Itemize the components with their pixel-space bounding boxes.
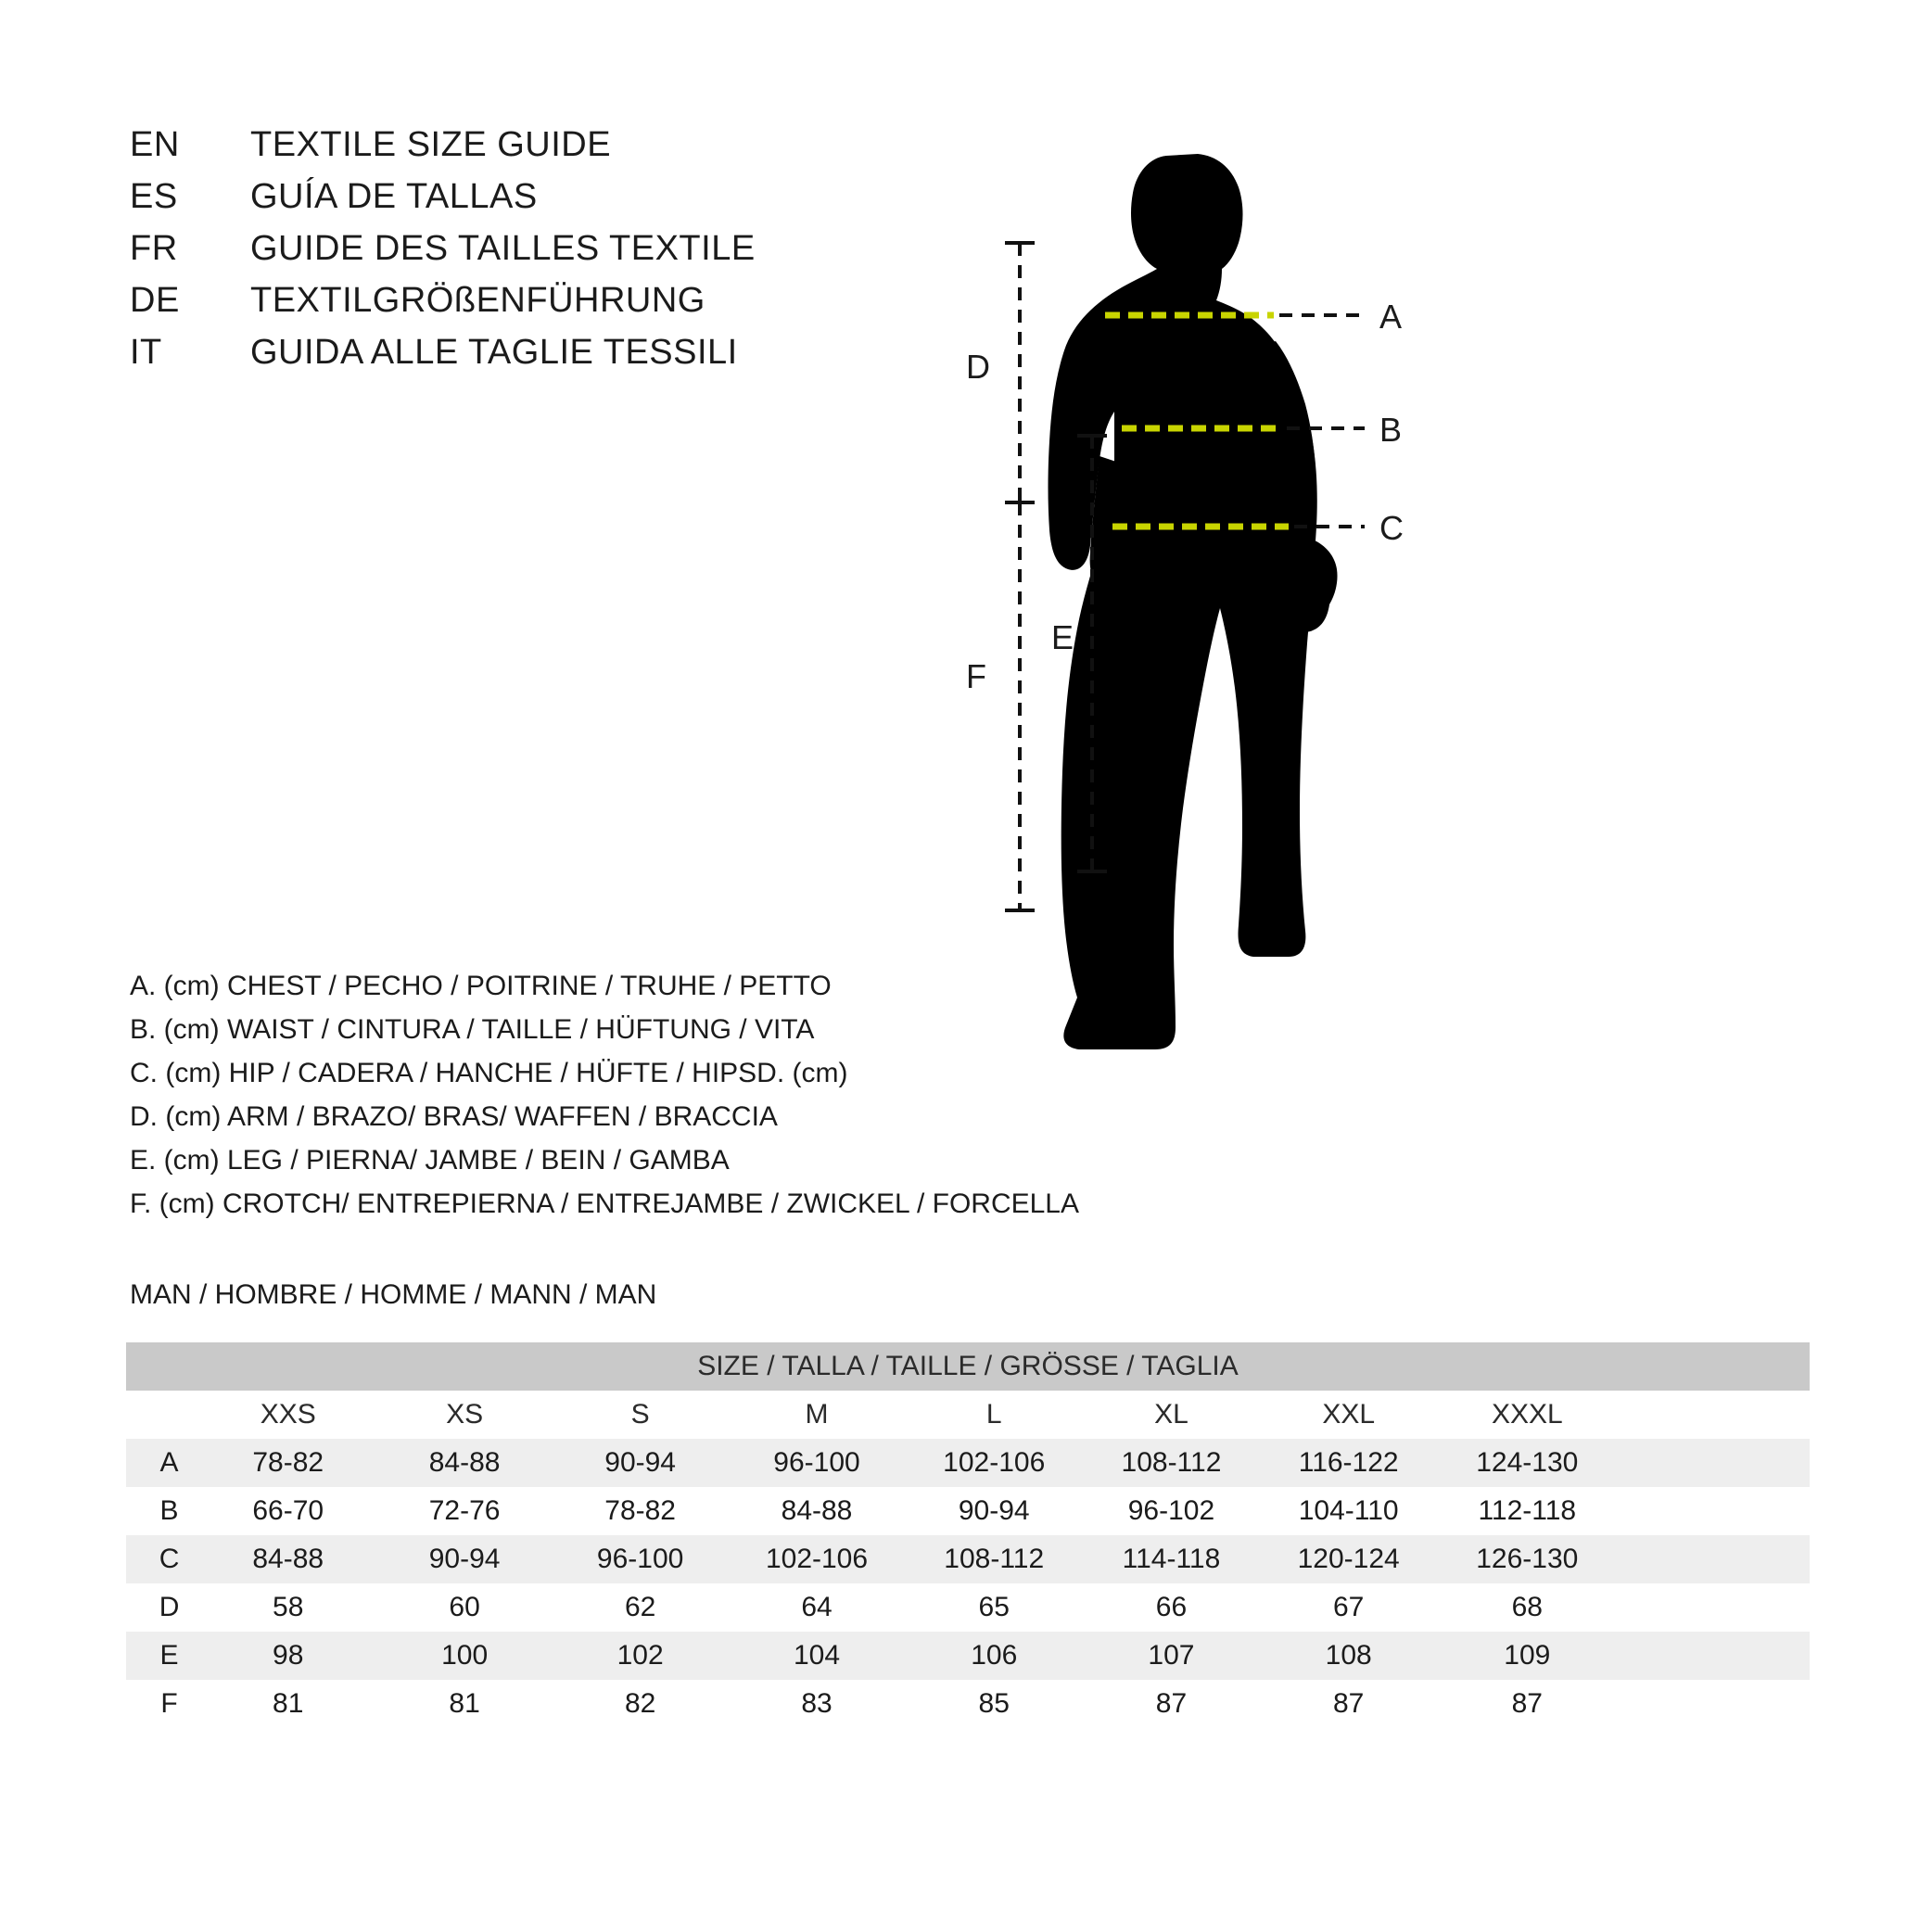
cell-d-m: 64: [801, 1592, 833, 1622]
row-label-d: D: [159, 1592, 180, 1622]
row-label-c: C: [159, 1544, 180, 1574]
title-text-fr: GUIDE DES TAILLES TEXTILE: [250, 229, 756, 268]
cell-c-m: 102-106: [765, 1544, 869, 1574]
cell-e-xl: 107: [1148, 1640, 1195, 1671]
title-text-es: GUÍA DE TALLAS: [250, 177, 538, 216]
cell-b-xxxl: 112-118: [1478, 1495, 1577, 1526]
table-header-xxl: XXL: [1322, 1399, 1376, 1430]
cell-e-m: 104: [793, 1640, 841, 1671]
cell-e-xxs: 98: [273, 1640, 304, 1671]
cell-b-xs: 72-76: [428, 1495, 501, 1526]
legend-item-a: A. (cm) CHEST / PECHO / POITRINE / TRUHE / PETTO: [130, 971, 832, 1001]
legend-block: [130, 964, 1168, 1226]
cell-b-xxl: 104-110: [1298, 1495, 1399, 1526]
title-lang-es: ES: [130, 177, 178, 216]
cell-f-l: 85: [978, 1688, 1010, 1719]
title-row: [130, 171, 964, 222]
table-header-s: S: [630, 1399, 650, 1430]
legend-item-e: E. (cm) LEG / PIERNA/ JAMBE / BEIN / GAMBA: [130, 1145, 730, 1176]
cell-f-m: 83: [801, 1688, 833, 1719]
cell-a-xl: 108-112: [1121, 1447, 1222, 1478]
cell-c-l: 108-112: [944, 1544, 1045, 1574]
cell-a-m: 96-100: [773, 1447, 860, 1478]
row-label-e: E: [159, 1640, 179, 1671]
title-row: [130, 274, 964, 326]
callout-label-c: C: [1379, 509, 1404, 547]
cell-e-xxxl: 109: [1504, 1640, 1551, 1671]
legend-item-f: F. (cm) CROTCH/ ENTREPIERNA / ENTREJAMBE / ZWICKEL / FORCELLA: [130, 1188, 1079, 1219]
table-row: [126, 1680, 1810, 1728]
legend-item-c: C. (cm) HIP / CADERA / HANCHE / HÜFTE / HIPSD. (cm): [130, 1058, 848, 1088]
legend-item-b: B. (cm) WAIST / CINTURA / TAILLE / HÜFTUNG / VITA: [130, 1014, 815, 1045]
cell-f-xxs: 81: [273, 1688, 304, 1719]
cell-f-xxl: 87: [1332, 1688, 1365, 1719]
table-header-xl: XL: [1154, 1399, 1188, 1430]
table-header-xxs: XXS: [260, 1399, 316, 1430]
table-row: [126, 1487, 1810, 1535]
cell-d-xxxl: 68: [1511, 1592, 1543, 1622]
row-label-b: B: [159, 1495, 179, 1526]
table-header-xxxl: XXXL: [1491, 1399, 1563, 1430]
title-lang-fr: FR: [130, 229, 178, 268]
cell-d-xl: 66: [1155, 1592, 1188, 1622]
cell-b-xxs: 66-70: [252, 1495, 324, 1526]
title-lang-it: IT: [130, 333, 162, 372]
dimension-f: [966, 502, 1035, 910]
cell-a-s: 90-94: [604, 1447, 676, 1478]
table-header-l: L: [985, 1399, 1002, 1430]
cell-d-xs: 60: [449, 1592, 480, 1622]
table-row: [126, 1439, 1810, 1487]
title-row: [130, 119, 964, 171]
cell-f-xl: 87: [1155, 1688, 1188, 1719]
table-header-row: [126, 1391, 1810, 1439]
title-lang-de: DE: [130, 281, 180, 320]
cell-c-xxl: 120-124: [1297, 1544, 1400, 1574]
cell-a-xxl: 116-122: [1298, 1447, 1399, 1478]
cell-e-spacer: [1617, 1632, 1810, 1680]
table-header-m: M: [805, 1399, 829, 1430]
cell-d-l: 65: [978, 1592, 1010, 1622]
table-header-corner: [126, 1391, 199, 1439]
table-row: [126, 1632, 1810, 1680]
cell-c-s: 96-100: [596, 1544, 684, 1574]
cell-e-xxl: 108: [1325, 1640, 1372, 1671]
table-header-xs: XS: [446, 1399, 484, 1430]
legend-item-d: D. (cm) ARM / BRAZO/ BRAS/ WAFFEN / BRACCIA: [130, 1101, 778, 1132]
callout-label-a: A: [1379, 298, 1403, 336]
title-lang-en: EN: [130, 125, 180, 164]
gender-label: MAN / HOMBRE / HOMME / MANN / MAN: [130, 1279, 657, 1310]
dimension-label-f: F: [966, 657, 986, 695]
cell-f-xxxl: 87: [1511, 1688, 1543, 1719]
table-row: [126, 1535, 1810, 1583]
cell-a-xxs: 78-82: [252, 1447, 324, 1478]
cell-d-s: 62: [624, 1592, 656, 1622]
dimension-label-d: D: [966, 348, 990, 386]
callout-label-b: B: [1379, 411, 1403, 449]
cell-b-spacer: [1617, 1487, 1810, 1535]
table-band-row: [126, 1342, 1810, 1391]
cell-b-l: 90-94: [958, 1495, 1030, 1526]
cell-e-s: 102: [616, 1640, 664, 1671]
table-band-label: SIZE / TALLA / TAILLE / GRÖSSE / TAGLIA: [697, 1351, 1239, 1381]
cell-d-xxs: 58: [273, 1592, 304, 1622]
cell-a-l: 102-106: [943, 1447, 1046, 1478]
table-header-spacer: [1617, 1391, 1810, 1439]
cell-e-xs: 100: [441, 1640, 489, 1671]
title-text-it: GUIDA ALLE TAGLIE TESSILI: [250, 333, 738, 372]
cell-c-xs: 90-94: [428, 1544, 501, 1574]
cell-d-spacer: [1617, 1583, 1810, 1632]
row-label-f: F: [160, 1688, 178, 1719]
cell-b-s: 78-82: [604, 1495, 676, 1526]
title-row: [130, 222, 964, 274]
title-block: [130, 119, 964, 378]
cell-c-xl: 114-118: [1122, 1544, 1221, 1574]
cell-f-xs: 81: [449, 1688, 480, 1719]
cell-b-m: 84-88: [781, 1495, 853, 1526]
title-text-en: TEXTILE SIZE GUIDE: [250, 125, 612, 164]
table-row: [126, 1583, 1810, 1632]
title-text-de: TEXTILGRÖßENFÜHRUNG: [250, 281, 705, 320]
cell-c-xxs: 84-88: [252, 1544, 324, 1574]
cell-c-spacer: [1617, 1535, 1810, 1583]
cell-a-xxxl: 124-130: [1476, 1447, 1579, 1478]
title-row: [130, 326, 964, 378]
cell-f-spacer: [1617, 1680, 1810, 1728]
cell-d-xxl: 67: [1332, 1592, 1365, 1622]
cell-b-xl: 96-102: [1127, 1495, 1215, 1526]
cell-c-xxxl: 126-130: [1476, 1544, 1579, 1574]
row-label-a: A: [159, 1447, 179, 1478]
cell-e-l: 106: [971, 1640, 1018, 1671]
cell-a-spacer: [1617, 1439, 1810, 1487]
cell-a-xs: 84-88: [428, 1447, 501, 1478]
size-table: [126, 1342, 1810, 1728]
cell-f-s: 82: [624, 1688, 656, 1719]
dimension-label-e: E: [1051, 618, 1074, 656]
